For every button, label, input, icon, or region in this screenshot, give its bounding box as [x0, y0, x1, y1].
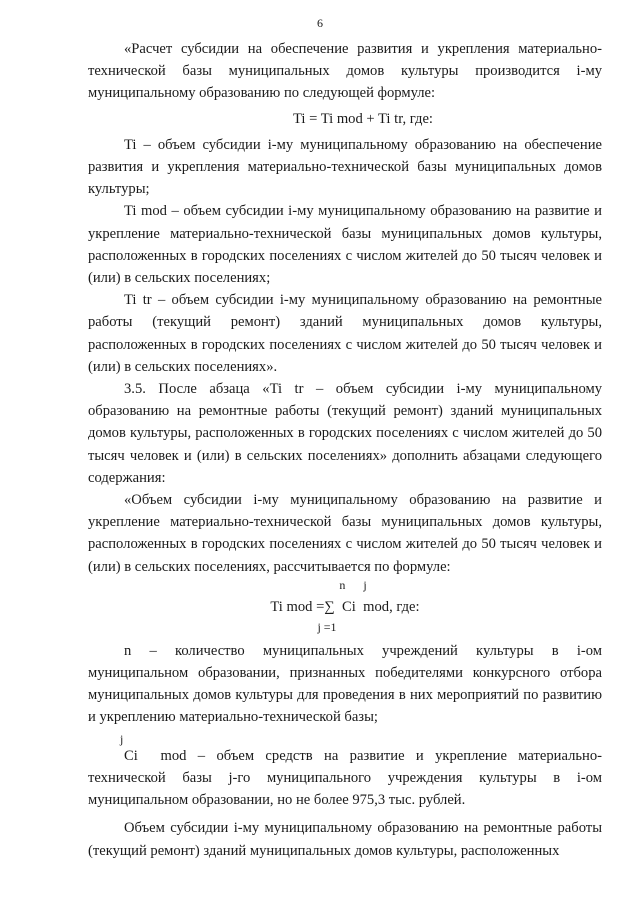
paragraph-ti-definition: Ti – объем субсидии i-му муниципальному образованию на обеспечение развития и укрепления материально-технической базы муниципальных домов культуры; [88, 136, 602, 198]
formula-sum-lower-limit: j =1 [317, 619, 337, 634]
formula-ti-mod [88, 578, 602, 640]
paragraph-n-definition: n – количество муниципальных учреждений культуры в i-ом муниципальном образовании, признанных победителями конкурсного отбора муниципальных домов культуры для проведения в них мероприятий по развитию и укреплению материально-технической базы; [88, 642, 602, 726]
paragraph-section-3-5: 3.5. После абзаца «Ti tr – объем субсидии i-му муниципальному образованию на ремонтные работы (текущий ремонт) зданий муниципальных домов культуры, расположенных в городских поселениях с числом жителей до 50 тысяч человек и (или) в сельских поселениях» дополнить абзацами следующего содержания: [88, 381, 602, 486]
superscript-j: j [120, 731, 124, 746]
paragraph-subsidy-development: «Объем субсидии i-му муниципальному образованию на развитие и укрепление материально-технической базы муниципальных домов культуры, расположенных в городских поселениях с числом жителей до 50 тысяч человек и (или) в сельских поселениях, рассчитывается по формуле: [88, 492, 602, 575]
document-body [88, 38, 606, 862]
page-number: 6 [317, 16, 323, 30]
formula-ti: Ti = Ti mod + Ti tr, где: [293, 110, 433, 127]
paragraph-ci-mod-definition: Ci mod – объем средств на развитие и укрепление материально-технической базы j-го муниципального учреждения культуры в i-ом муниципальном образовании, но не более 975,3 тыс. рублей. [88, 747, 606, 809]
paragraph-calculation-intro: «Расчет субсидии на обеспечение развития и укрепления материально-технической базы муниципальных домов культуры производится i-му муниципальному образованию по следующей формуле: [88, 41, 602, 102]
paragraph-repair-subsidy: Объем субсидии i-му муниципальному образованию на ремонтные работы (текущий ремонт) зданий муниципальных домов культуры, расположенных [88, 820, 602, 859]
formula-sum-upper-limits: n j [339, 577, 367, 592]
paragraph-ti-tr-definition: Ti tr – объем субсидии i-му муниципальному образованию на ремонтные работы (текущий ремонт) зданий муниципальных домов культуры, расположенных в городских поселениях с числом жителей до 50 тысяч человек и (или) в сельских поселениях». [88, 292, 602, 375]
paragraph-ti-mod-definition: Ti mod – объем субсидии i-му муниципальному образованию на развитие и укрепление материально-технической базы муниципальных домов культуры, расположенных в городских поселениях с числом жителей до 50 тысяч человек и (или) в сельских поселениях; [88, 203, 602, 287]
formula-sum-expression: Ti mod =∑ Ci mod, где: [270, 598, 420, 615]
